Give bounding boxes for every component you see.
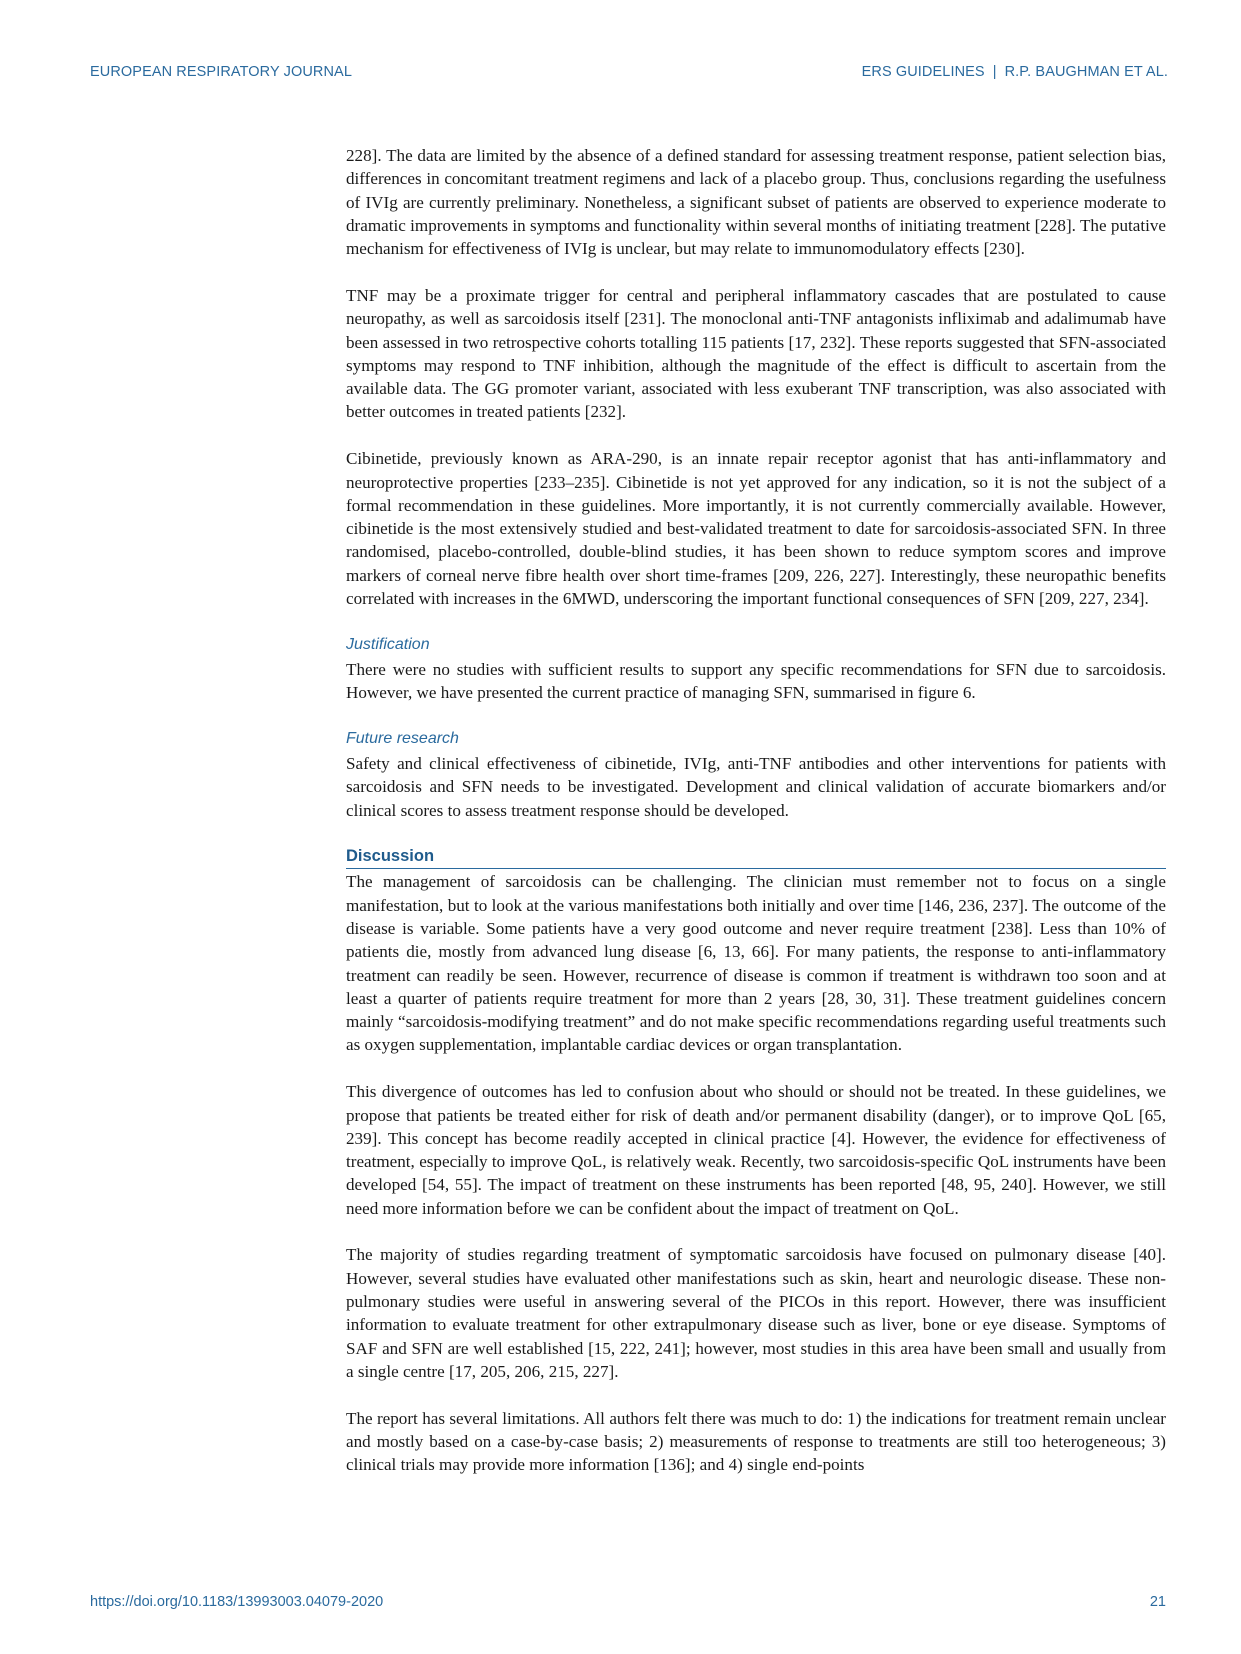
paragraph-discussion-3: The majority of studies regarding treatment of symptomatic sarcoidosis have focused on pulmonary disease [40]. However, several studies have evaluated other manifestations such as skin, heart and neurologic disease. These non-pulmonary studies were useful in answering several of the PICOs in this report. However, there was insufficient information to evaluate treatment for other extrapulmonary disease such as liver, bone or eye disease. Symptoms of SAF and SFN are well established [15, 222, 241]; however, most studies in this area have been small and usually from a single centre [17, 205, 206, 215, 227]. — [346, 1245, 1166, 1381]
paragraph-discussion-2: This divergence of outcomes has led to confusion about who should or should not be treated. In these guidelines, we propose that patients be treated either for risk of death and/or permanent disability (danger), or to improve QoL [65, 239]. This concept has become readily accepted in clinical practice [4]. However, the evidence for effectiveness of treatment, especially to improve QoL, is relatively weak. Recently, two sarcoidosis-specific QoL instruments have been developed [54, 55]. The impact of treatment on these instruments has been reported [48, 95, 240]. However, we still need more information before we can be confident about the impact of treatment on QoL. — [346, 1082, 1166, 1218]
author-label: R.P. BAUGHMAN ET AL. — [1004, 64, 1168, 80]
paragraph-cibinetide: Cibinetide, previously known as ARA-290, is an innate repair receptor agonist that has anti-inflammatory and neuroprotective properties [233–235]. Cibinetide is not yet approved for any indication, so it is not the subject of a formal recommendation in these guidelines. More importantly, it is not currently commercially available. However, cibinetide is the most extensively studied and best-validated treatment to date for sarcoidosis-associated SFN. In three randomised, placebo-controlled, double-blind studies, it has been shown to reduce symptom scores and improve markers of corneal nerve fibre health over short time-frames [209, 226, 227]. Interestingly, these neuropathic benefits correlated with increases in the 6MWD, underscoring the important functional consequences of SFN [209, 227, 234]. — [346, 449, 1166, 609]
doi-link[interactable]: https://doi.org/10.1183/13993003.04079-2020 — [90, 1594, 384, 1610]
paragraph-tnf: TNF may be a proximate trigger for central and peripheral inflammatory cascades that are postulated to cause neuropathy, as well as sarcoidosis itself [231]. The monoclonal anti-TNF antagonists infliximab and adalimumab have been assessed in two retrospective cohorts totalling 115 patients [17, 232]. These reports suggested that SFN-associated symptoms may respond to TNF inhibition, although the magnitude of the effect is difficult to ascertain from the available data. The GG promoter variant, associated with less exuberant TNF transcription, was also associated with better outcomes in treated patients [232]. — [346, 285, 1166, 422]
future-research-heading: Future research — [346, 729, 459, 747]
article-body — [346, 144, 1166, 1500]
paragraph-future-research: Safety and clinical effectiveness of cibinetide, IVIg, anti-TNF antibodies and other interventions for patients with sarcoidosis and SFN needs to be investigated. Development and clinical validation of accurate biomarkers and/or clinical scores to assess treatment response should be developed. — [346, 753, 1166, 820]
paragraph-justification: There were no studies with sufficient results to support any specific recommendations for SFN due to sarcoidosis. However, we have presented the current practice of managing SFN, summarised in figure 6. — [346, 659, 1166, 703]
paragraph-discussion-4: The report has several limitations. All authors felt there was much to do: 1) the indications for treatment remain unclear and mostly based on a case-by-case basis; 2) measurements of response to treatments are still too heterogeneous; 3) clinical trials may provide more information [136]; and 4) single end-points — [346, 1408, 1166, 1475]
paragraph-ivig: 228]. The data are limited by the absence of a defined standard for assessing treatment response, patient selection bias, differences in concomitant treatment regimens and lack of a placebo group. Thus, conclusions regarding the usefulness of IVIg are currently preliminary. Nonetheless, a significant subset of patients are observed to experience moderate to dramatic improvements in symptoms and functionality within several months of initiating treatment [228]. The putative mechanism for effectiveness of IVIg is unclear, but may relate to immunomodulatory effects [230]. — [346, 146, 1166, 259]
paragraph-discussion-1: The management of sarcoidosis can be challenging. The clinician must remember not to focus on a single manifestation, but to look at the various manifestations both initially and over time [146, 236, 237]. The outcome of the disease is variable. Some patients have a very good outcome and never require treatment [238]. Less than 10% of patients die, mostly from advanced lung disease [6, 13, 66]. For many patients, the response to anti-inflammatory treatment can readily be seen. However, recurrence of disease is common if treatment is withdrawn too soon and at least a quarter of patients require treatment for more than 2 years [28, 30, 31]. These treatment guidelines concern mainly “sarcoidosis-modifying treatment” and do not make specific recommendations regarding useful treatments such as oxygen supplementation, implantable cardiac devices or organ transplantation. — [346, 872, 1166, 1055]
header-separator: | — [992, 64, 997, 80]
page-number: 21 — [1149, 1594, 1166, 1610]
justification-heading: Justification — [346, 635, 430, 653]
discussion-heading: Discussion — [346, 845, 1166, 869]
section-label: ERS GUIDELINES — [861, 64, 985, 80]
journal-name: EUROPEAN RESPIRATORY JOURNAL — [90, 64, 352, 80]
running-header — [862, 64, 1168, 80]
